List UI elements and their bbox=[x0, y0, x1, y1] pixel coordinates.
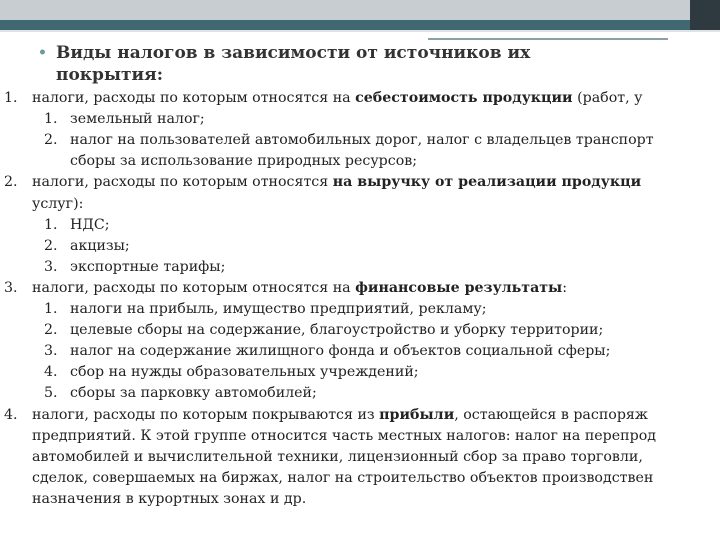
sub-item bbox=[44, 129, 720, 151]
sub-item bbox=[44, 382, 720, 404]
sub-item-number: 4. bbox=[44, 364, 58, 381]
list-item-number: 4. bbox=[4, 406, 18, 423]
list-item-text: налоги, расходы по которым относятся на bbox=[32, 279, 356, 296]
list-item-emphasis: финансовые результаты bbox=[355, 279, 563, 296]
list-item-number: 2. bbox=[4, 174, 18, 191]
list-item-emphasis: на выручку от реализации продукци bbox=[332, 174, 642, 191]
list-item-continuation bbox=[32, 193, 720, 215]
list-item-continuation-text: автомобилей и вычислительной техники, лицензионный сбор за право торговли, bbox=[32, 448, 643, 465]
sub-item bbox=[44, 319, 720, 341]
sub-item-number: 1. bbox=[44, 111, 58, 128]
sub-item-number: 1. bbox=[44, 216, 58, 233]
list-item-text: налоги, расходы по которым относятся bbox=[32, 174, 333, 191]
list-item-continuation bbox=[32, 425, 720, 447]
sub-item-number: 2. bbox=[44, 322, 58, 339]
sub-item-text: акцизы; bbox=[70, 237, 130, 254]
heading-rule bbox=[428, 38, 668, 40]
sub-item-text: налог на содержание жилищного фонда и объектов социальной сферы; bbox=[70, 343, 611, 360]
list-item-continuation-text: назначения в курортных зонах и др. bbox=[32, 490, 307, 507]
list-item-continuation bbox=[32, 467, 720, 489]
sub-item-number: 5. bbox=[44, 385, 58, 402]
header-underline bbox=[0, 30, 720, 32]
list-item-continuation-text: услуг): bbox=[32, 195, 84, 212]
sub-item-text: целевые сборы на содержание, благоустройство и уборку территории; bbox=[70, 322, 604, 339]
list-item-emphasis: прибыли bbox=[379, 406, 455, 423]
list-item bbox=[4, 404, 720, 426]
list-item-number: 1. bbox=[4, 90, 18, 106]
heading-bullet: • bbox=[38, 45, 47, 61]
sub-item-number: 2. bbox=[44, 237, 58, 254]
list-item-text: налоги, расходы по которым покрываются из bbox=[32, 406, 380, 423]
sub-item-number: 3. bbox=[44, 343, 58, 360]
list-item bbox=[4, 171, 720, 193]
list-item-continuation-text: предприятий. К этой группе относится часть местных налогов: налог на перепрод bbox=[32, 427, 656, 444]
sub-item-text: земельный налог; bbox=[70, 111, 205, 128]
sub-item-number: 1. bbox=[44, 301, 58, 317]
sub-item-text: сборы за парковку автомобилей; bbox=[70, 385, 317, 402]
header-corner-block bbox=[690, 0, 720, 30]
sub-item-number: 3. bbox=[44, 258, 58, 275]
sub-item-text: сбор на нужды образовательных учреждений; bbox=[70, 364, 419, 381]
sub-item-text: налог на пользователей автомобильных дорог, налог с владельцев транспорт bbox=[70, 132, 654, 149]
heading-line-1: Виды налогов в зависимости от источников их bbox=[56, 43, 531, 63]
list-item-continuation-text: сделок, совершаемых на биржах, налог на строительство объектов производствен bbox=[32, 469, 654, 486]
list-item-number: 3. bbox=[4, 279, 18, 296]
list-item bbox=[4, 87, 720, 109]
sub-item-continuation bbox=[70, 150, 720, 172]
sub-item bbox=[44, 298, 720, 320]
sub-item bbox=[44, 361, 720, 383]
sub-item bbox=[44, 235, 720, 257]
sub-item bbox=[44, 340, 720, 362]
header-decoration bbox=[0, 0, 720, 34]
slide-heading bbox=[38, 42, 616, 86]
list-item-text: налоги, расходы по которым относятся на bbox=[32, 90, 356, 106]
sub-item-text: налоги на прибыль, имущество предприятий, рекламу; bbox=[70, 301, 487, 317]
heading-line-2: покрытия: bbox=[56, 65, 163, 85]
list-item-continuation bbox=[32, 446, 720, 468]
sub-item bbox=[44, 214, 720, 236]
list-item bbox=[4, 277, 720, 299]
sub-item-text: сборы за использование природных ресурсов; bbox=[70, 153, 418, 170]
sub-item-text: НДС; bbox=[70, 216, 110, 233]
list-item-text-end: , остающейся в распоряж bbox=[454, 406, 648, 423]
sub-item-text: экспортные тарифы; bbox=[70, 258, 226, 275]
header-band-teal bbox=[0, 20, 720, 30]
list-item-emphasis: себестоимость продукции bbox=[355, 90, 573, 106]
sub-item bbox=[44, 108, 720, 130]
list-item-text-end: (работ, у bbox=[572, 90, 643, 106]
list-item-continuation bbox=[32, 488, 720, 510]
sub-item-number: 2. bbox=[44, 132, 58, 149]
sub-item bbox=[44, 256, 720, 278]
header-band-light bbox=[0, 0, 720, 22]
list-item-text-end: : bbox=[562, 279, 568, 296]
